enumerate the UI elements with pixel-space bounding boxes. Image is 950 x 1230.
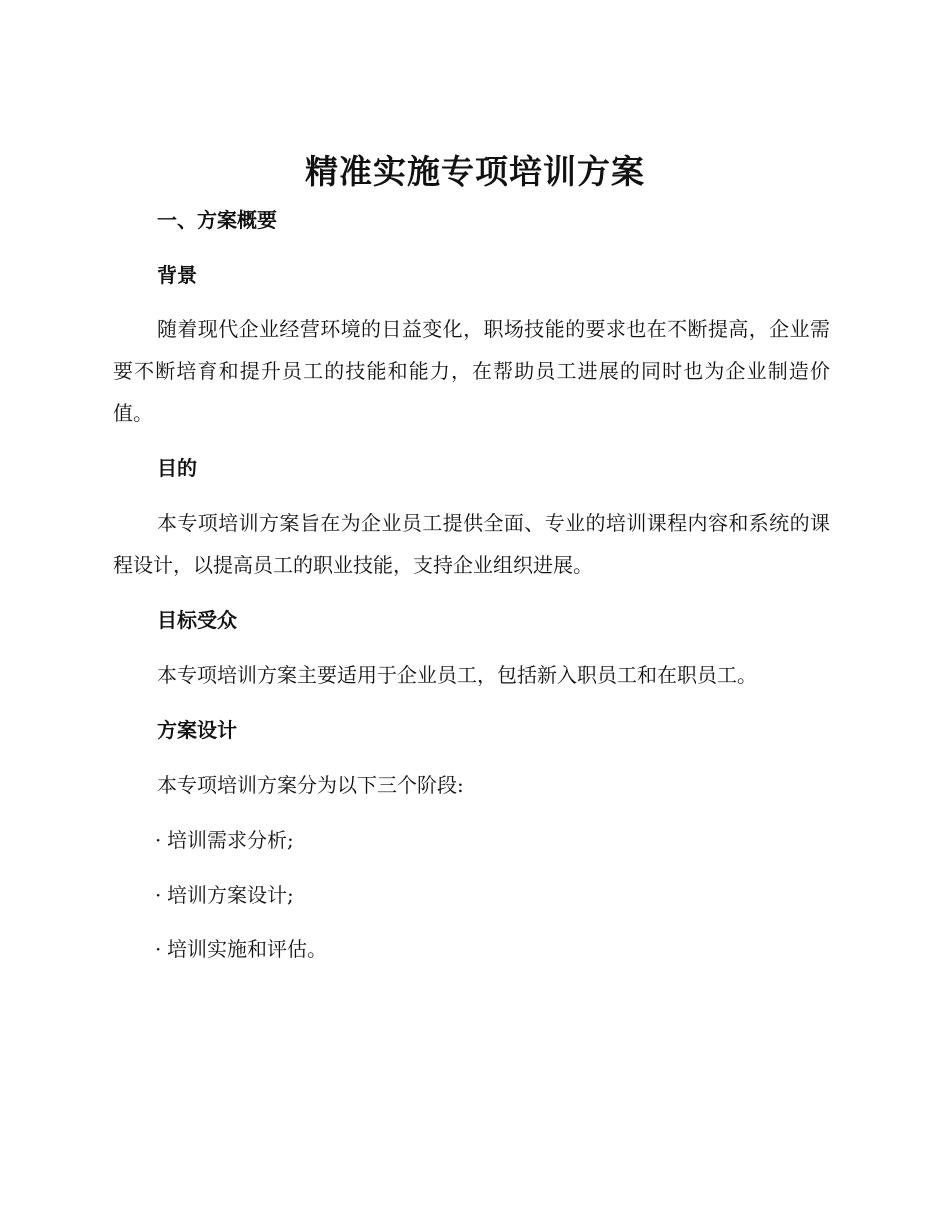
bullet-icon: · [155,828,162,852]
paragraph-purpose: 本专项培训方案旨在为企业员工提供全面、专业的培训课程内容和系统的课程设计，以提高员工的职业技能，支持企业组织进展。 [113,511,830,577]
list-item [155,934,327,964]
list-item [155,825,294,855]
paragraph-audience: 本专项培训方案主要适用于企业员工，包括新入职员工和在职员工。 [157,663,757,687]
bullet-icon: · [155,883,162,907]
paragraph-background: 随着现代企业经营环境的日益变化，职场技能的要求也在不断提高，企业需要不断培育和提升员工的技能和能力，在帮助员工进展的同时也为企业制造价值。 [113,317,830,425]
subheading-audience: 目标受众 [157,608,237,632]
subheading-design: 方案设计 [157,718,237,742]
list-item-text: 培训方案设计; [167,883,294,907]
bullet-icon: · [155,937,162,961]
subheading-purpose: 目的 [157,456,197,480]
section-heading-overview: 一、方案概要 [157,208,277,232]
paragraph-design-intro: 本专项培训方案分为以下三个阶段: [157,773,464,797]
subheading-background: 背景 [157,263,197,287]
list-item-text: 培训需求分析; [167,828,294,852]
document-title: 精准实施专项培训方案 [305,152,645,191]
list-item [155,880,294,910]
list-item-text: 培训实施和评估。 [167,937,327,961]
